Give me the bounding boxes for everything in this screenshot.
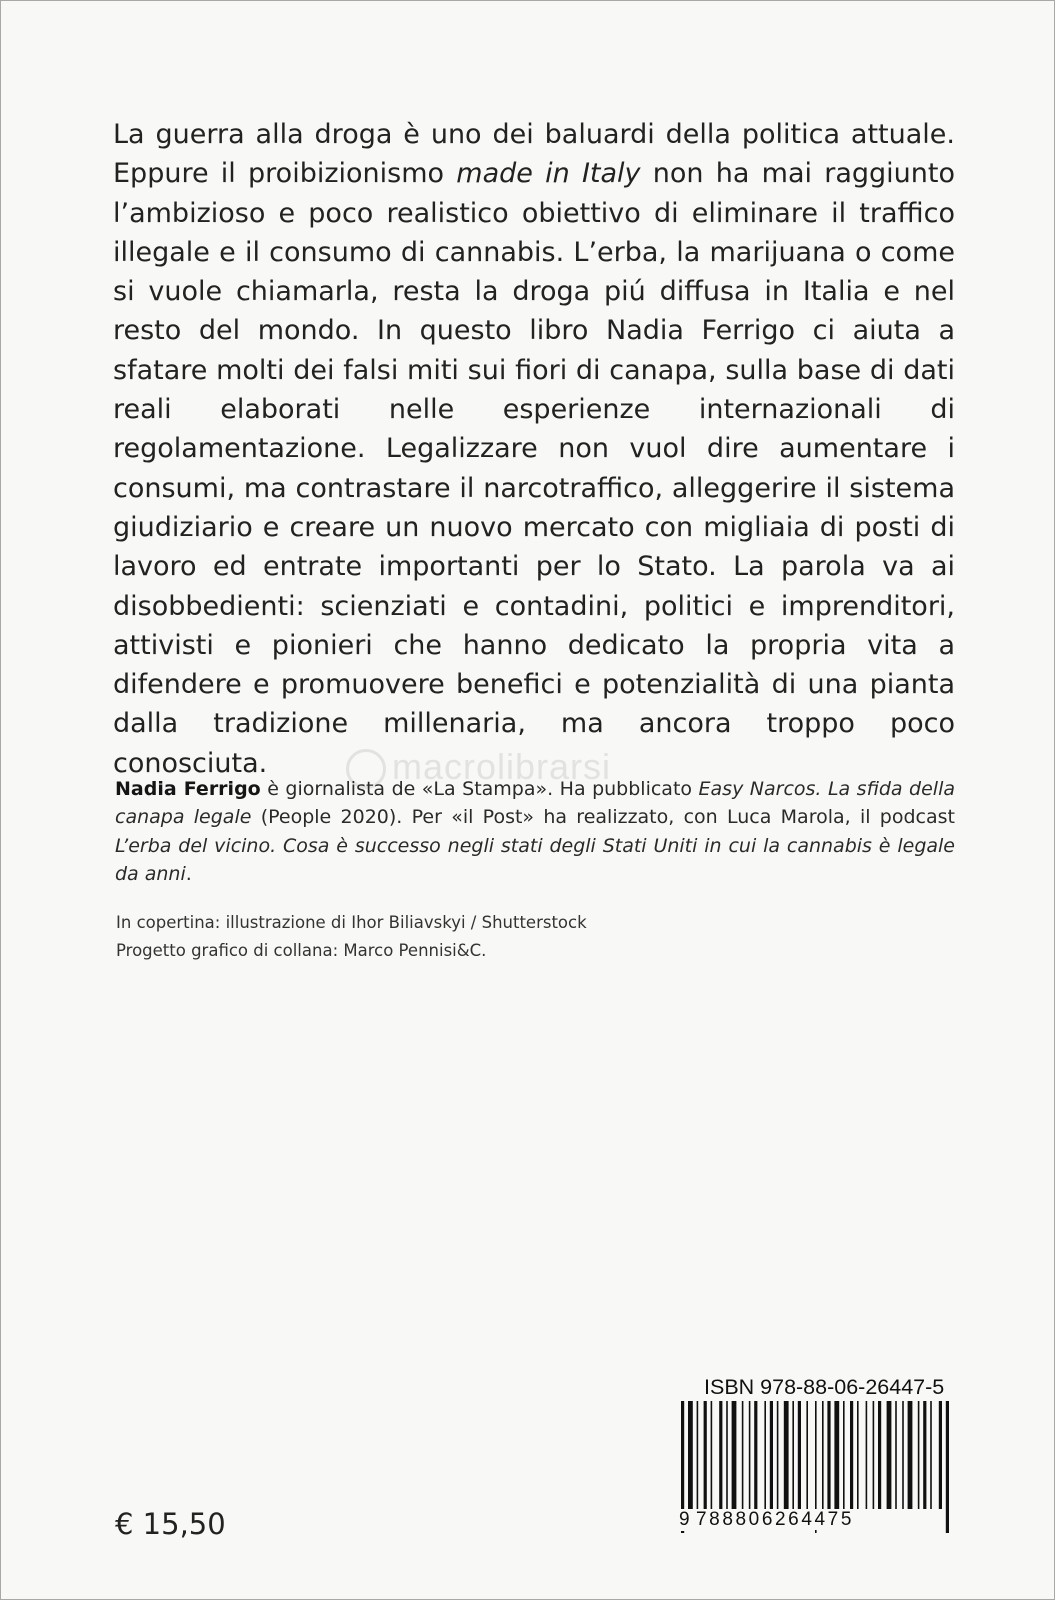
author-name: Nadia Ferrigo	[115, 778, 261, 800]
barcode-digits	[695, 1509, 955, 1531]
bio-text-1: è giornalista de «La Stampa». Ha pubblicato	[260, 778, 699, 800]
bio-text-2: (People 2020). Per «il Post» ha realizzato, con Luca Marola, il podcast	[251, 806, 955, 829]
author-bio	[115, 775, 955, 889]
price: € 15,50	[115, 1507, 226, 1541]
design-credit: Progetto grafico di collana: Marco Pennisi&C.	[116, 941, 487, 960]
blurb-paragraph	[113, 115, 955, 783]
blurb-text	[113, 115, 955, 783]
blurb-italic-phrase: made in Italy	[456, 158, 641, 190]
cover-credit: In copertina: illustrazione di Ihor Biliavskyi / Shutterstock	[116, 913, 587, 932]
barcode-first-digit: 9	[679, 1509, 690, 1530]
bio-text-3: .	[185, 863, 192, 886]
bio-book-title: Easy Narcos. La sfida della canapa legale	[115, 778, 955, 829]
blurb-part-2: non ha mai raggiunto l’ambizioso e poco realistico obiettivo di eliminare il traffico illegale e il consumo di cannabis. L’erba, la marijuana o come si vuole chiamarla, resta la droga piú diffusa in Italia e nel resto del mondo. In questo libro Nadia Ferrigo ci aiuta a sfatare molti dei falsi miti sui fiori di canapa, sulla base di dati reali elaborati nelle esperienze internazionali di regolamentazione. Legalizzare non vuol dire aumentare i consumi, ma contrastare il narcotraffico, alleggerire il sistema giudiziario e creare un nuovo mercato con migliaia di posti di lavoro ed entrate importanti per lo Stato. La parola va ai disobbedienti: scienziati e contadini, politici e imprenditori, attivisti e pionieri che hanno dedicato la propria vita a difendere e promuovere benefici e potenzialità di una pianta dalla tradizione millenaria, ma ancora troppo poco conosciuta.	[113, 158, 955, 779]
watermark-text: macrolibrarsi	[392, 746, 612, 787]
barcode-digit-string: 788806264475	[696, 1509, 855, 1530]
isbn-label: ISBN 978-88-06-26447-5	[704, 1375, 945, 1399]
credits	[116, 909, 816, 965]
blurb-part-1: La guerra alla droga è uno dei baluardi della politica attuale. Eppure il proibizionismo	[113, 119, 955, 190]
bio-podcast-title: L’erba del vicino. Cosa è successo negli stati degli Stati Uniti in cui la cannabis è legale da anni	[115, 834, 955, 886]
